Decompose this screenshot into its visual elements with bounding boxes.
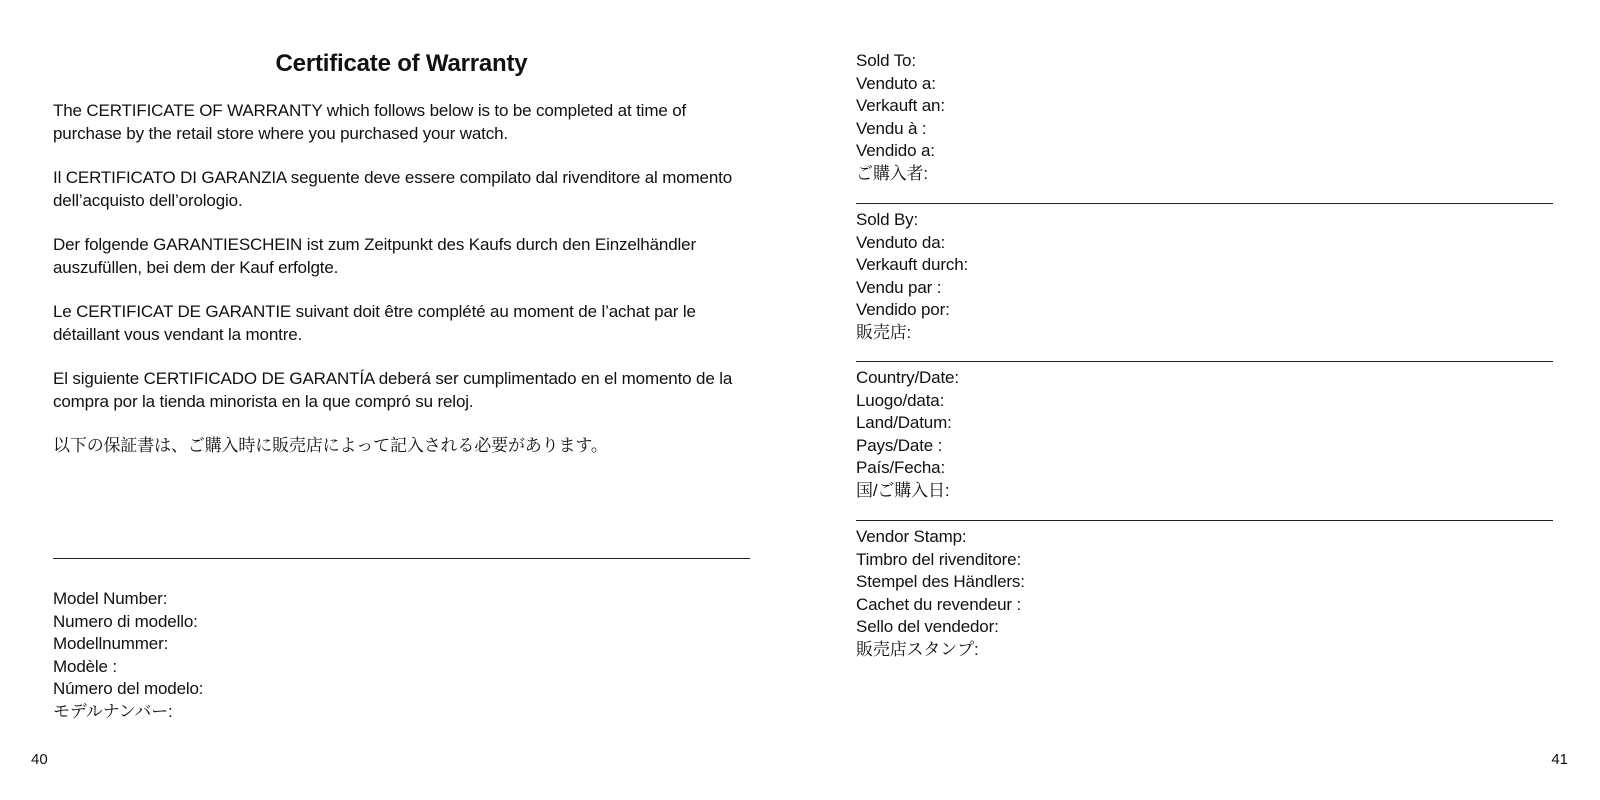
- vendor-stamp-label-it: Timbro del rivenditore:: [856, 549, 1022, 569]
- instruction-german: Der folgende GARANTIESCHEIN ist zum Zeitpunkt des Kaufs durch den Einzelhändler auszufüllen, bei dem der Kauf erfolgte.: [53, 235, 696, 277]
- model-number-label-it: Numero di modello:: [53, 611, 198, 631]
- sold-to-label-es: Vendido a:: [856, 141, 935, 160]
- sold-by-label-en: Sold By:: [856, 210, 919, 229]
- instruction-japanese: 以下の保証書は、ご購入時に販売店によって記入される必要があります。: [53, 436, 608, 455]
- vendor-stamp-label-de: Stempel des Händlers:: [856, 572, 1025, 591]
- instruction-spanish: El siguiente CERTIFICADO DE GARANTÍA deberá ser cumplimentado en el momento de la compra por la tienda minorista en la que compró su reloj.: [53, 369, 733, 411]
- country-date-label-ja: 国/ご購入日:: [856, 480, 950, 500]
- page-number-left: 40: [31, 751, 48, 768]
- warranty-instructions: [53, 100, 758, 480]
- model-number-label-fr: Modèle :: [53, 656, 118, 676]
- sold-by-label-fr: Vendu par :: [856, 277, 942, 297]
- model-number-field: [53, 588, 203, 723]
- model-number-rule: [53, 558, 750, 559]
- sold-to-label-it: Venduto a:: [856, 73, 936, 93]
- model-number-label-de: Modellnummer:: [53, 634, 169, 653]
- page-number-right: 41: [1551, 751, 1568, 768]
- sold-to-label-ja: ご購入者:: [856, 163, 928, 183]
- certificate-title: Certificate of Warranty: [275, 50, 528, 77]
- sold-by-field: [856, 209, 968, 344]
- country-date-label-en: Country/Date:: [856, 368, 959, 387]
- country-date-rule: [856, 520, 1553, 521]
- vendor-stamp-field: [856, 526, 1025, 661]
- sold-to-rule: [856, 203, 1553, 204]
- vendor-stamp-label-fr: Cachet du revendeur :: [856, 594, 1022, 614]
- model-number-label-es: Número del modelo:: [53, 679, 204, 698]
- vendor-stamp-label-es: Sello del vendedor:: [856, 617, 999, 636]
- country-date-label-es: País/Fecha:: [856, 458, 946, 477]
- sold-to-field: [856, 50, 945, 185]
- country-date-label-fr: Pays/Date :: [856, 435, 943, 455]
- vendor-stamp-label-en: Vendor Stamp:: [856, 527, 967, 546]
- instruction-italian: Il CERTIFICATO DI GARANZIA seguente deve essere compilato dal rivenditore al momento dell’acquisto dell’orologio.: [53, 168, 733, 210]
- sold-by-label-ja: 販売店:: [856, 322, 912, 342]
- country-date-label-de: Land/Datum:: [856, 413, 952, 432]
- right-page: [800, 0, 1600, 800]
- instruction-english: The CERTIFICATE OF WARRANTY which follows below is to be completed at time of purchase by the retail store where you purchased your watch.: [53, 101, 687, 143]
- country-date-field: [856, 367, 959, 502]
- vendor-stamp-label-ja: 販売店スタンプ:: [856, 639, 979, 659]
- model-number-label-en: Model Number:: [53, 589, 168, 608]
- sold-to-label-fr: Vendu à :: [856, 118, 927, 138]
- instruction-french: Le CERTIFICAT DE GARANTIE suivant doit être complété au moment de l’achat par le détaillant vous vendant la montre.: [53, 302, 696, 344]
- sold-by-label-de: Verkauft durch:: [856, 255, 969, 274]
- sold-by-label-it: Venduto da:: [856, 232, 946, 252]
- sold-by-rule: [856, 361, 1553, 362]
- country-date-label-it: Luogo/data:: [856, 390, 945, 410]
- sold-to-label-en: Sold To:: [856, 51, 916, 70]
- model-number-label-ja: モデルナンバー:: [53, 701, 173, 721]
- sold-by-label-es: Vendido por:: [856, 300, 950, 319]
- sold-to-label-de: Verkauft an:: [856, 96, 945, 115]
